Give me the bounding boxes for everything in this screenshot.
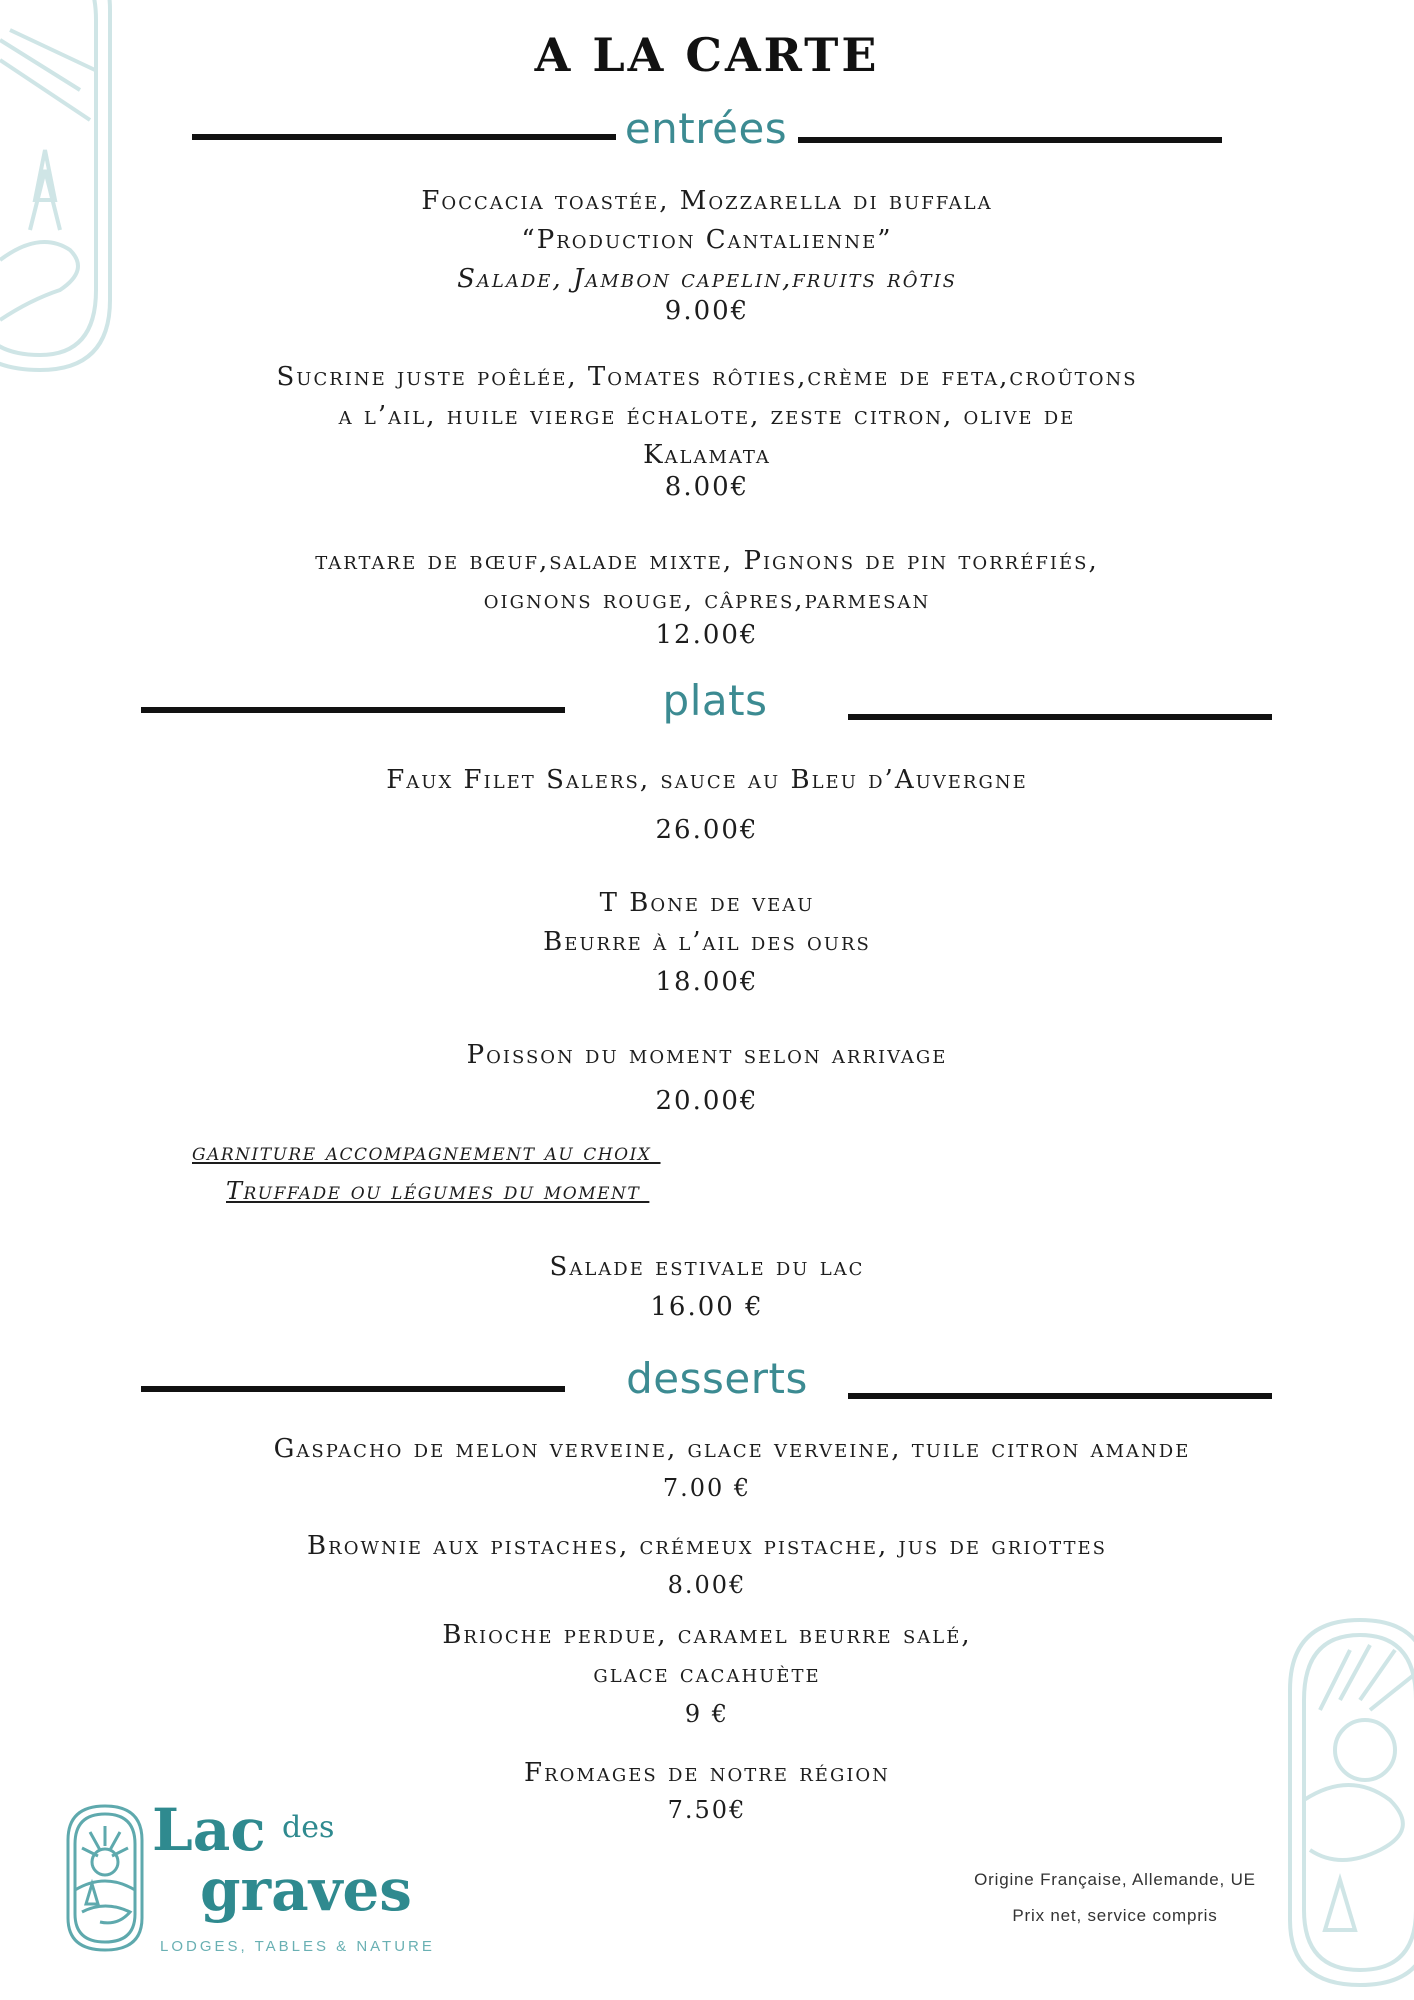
dish-price: 20.00€ [655,1086,759,1116]
dish-line: tartare de bœuf,salade mixte, Pignons de pin torréfiés, [315,546,1099,576]
section-title-desserts: desserts [626,1354,808,1403]
dish-name [157,1527,1257,1566]
dish-price: 9.00€ [664,296,750,326]
dish-price: 7.50€ [667,1796,747,1824]
dish-line: Salade estivale du lac [549,1252,865,1282]
logo [60,1796,440,1960]
garnish-note: Truffade ou légumes du moment [226,1177,650,1205]
dish-line: Kalamata [643,440,771,470]
dish-name [157,761,1257,800]
origin-note: Origine Française, Allemande, UE [974,1870,1256,1889]
dish-line: Brioche perdue, caramel beurre salé, [442,1620,972,1650]
dish-name [157,358,1257,475]
dish-name [157,182,1257,299]
dish-price: 8.00€ [664,472,750,502]
logo-word-des: des [282,1810,335,1845]
divider-rule [141,707,565,713]
dish-line: Brownie aux pistaches, crémeux pistache, jus de griottes [307,1531,1107,1561]
dish-line: oignons rouge, câpres,parmesan [483,585,931,615]
dish-line: T Bone de veau [599,888,815,918]
dish-line: glace cacahuète [593,1659,821,1689]
dish-price: 8.00€ [667,1571,747,1599]
dish-price: 26.00€ [655,815,759,845]
dish-line: Faux Filet Salers, sauce au Bleu d’Auvergne [386,765,1028,795]
dish-line: Beurre à l’ail des ours [543,927,871,957]
dish-line: “Production Cantalienne” [521,225,893,255]
dish-price: 7.00 € [662,1474,752,1502]
dish-line: Gaspacho de melon verveine, glace verveine, tuile citron amande [273,1434,1191,1464]
dish-name [157,1248,1257,1287]
menu-title: A LA CARTE [534,28,880,82]
dish-line: Foccacia toastée, Mozzarella di buffala [421,186,993,216]
divider-rule [848,1393,1272,1399]
divider-rule [798,137,1222,143]
section-title-entrees: entrées [624,104,788,153]
divider-rule [192,134,616,140]
dish-price: 18.00€ [655,967,759,997]
dish-name [157,1754,1257,1793]
dish-line: Poisson du moment selon arrivage [466,1040,948,1070]
service-note: Prix net, service compris [1012,1906,1218,1925]
dish-name [157,1036,1257,1075]
logo-word-graves: graves [200,1856,412,1924]
dish-line: Fromages de notre région [524,1758,890,1788]
dish-name [157,542,1257,620]
divider-rule [848,714,1272,720]
dish-price: 12.00€ [655,620,759,650]
dish-line: Sucrine juste poêlée, Tomates rôties,crème de feta,croûtons [276,362,1138,392]
section-title-plats: plats [662,676,768,725]
logo-tagline: LODGES, TABLES & NATURE [160,1938,435,1955]
dish-name [157,1616,1257,1694]
dish-name [157,884,1257,962]
dish-price: 16.00 € [650,1292,764,1322]
dish-price: 9 € [684,1700,730,1728]
garnish-note: garniture accompagnement au choix [192,1138,661,1166]
dish-line: Salade, Jambon capelin,fruits rôtis [457,264,957,294]
dish-line: a l’ail, huile vierge échalote, zeste citron, olive de [338,401,1076,431]
logo-word-lac: Lac [152,1796,266,1864]
logo-emblem-icon [60,1800,150,1956]
decorative-emblem-bottom-right [1280,1600,1414,1990]
dish-name [107,1430,1357,1469]
divider-rule [141,1386,565,1392]
